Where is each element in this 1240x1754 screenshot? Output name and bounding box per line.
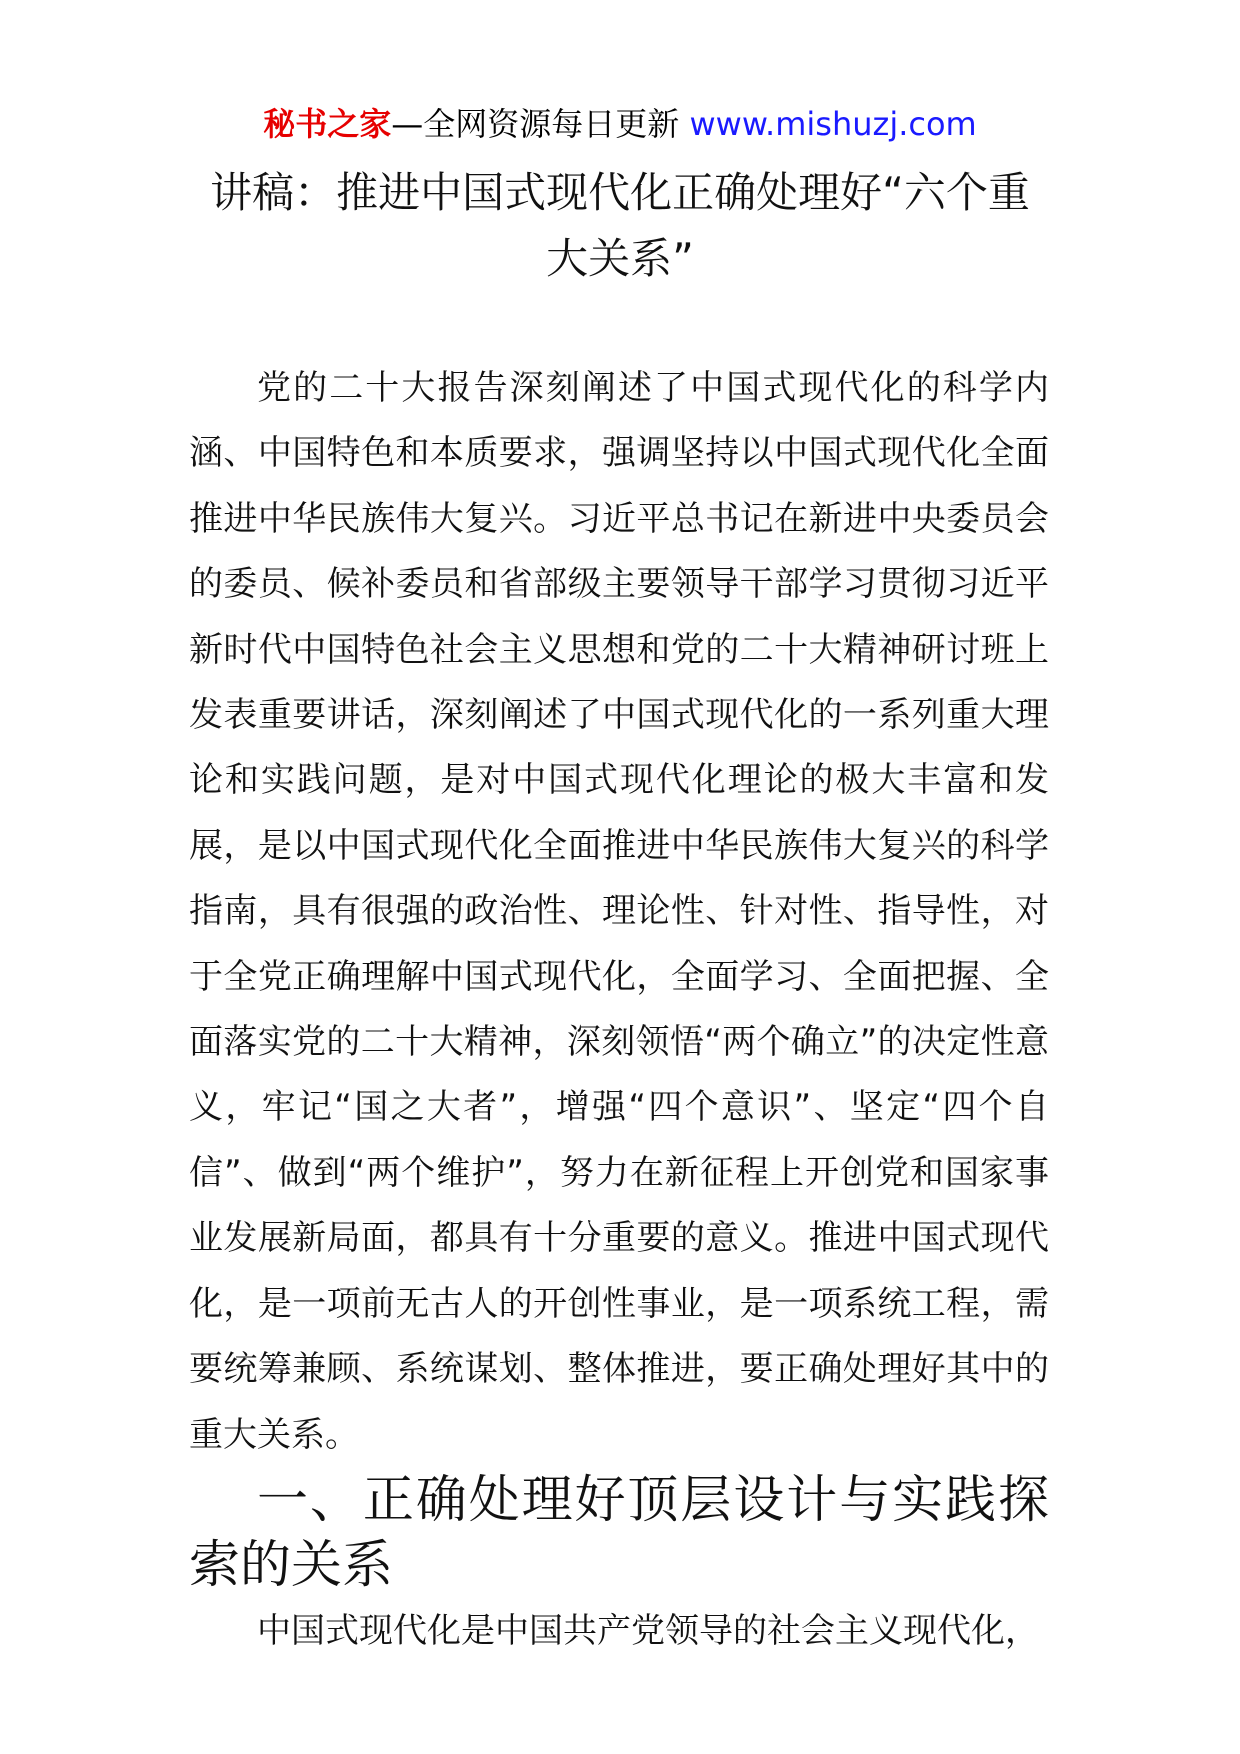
document-title: 讲稿：推进中国式现代化正确处理好“六个重大关系” [210,168,1030,283]
brand-name: 秘书之家 [263,105,392,143]
header-banner [0,100,1240,148]
body-paragraph: 党的二十大报告深刻阐述了中国式现代化的科学内涵、中国特色和本质要求，强调坚持以中国式现代化全面推进中华民族伟大复兴。习近平总书记在新进中央委员会的委员、候补委员和省部级主要领导干部学习贯彻习近平新时代中国特色社会主义思想和党的二十大精神研讨班上发表重要讲话，深刻阐述了中国式现代化的一系列重大理论和实践问题，是对中国式现代化理论的极大丰富和发展，是以中国式现代化全面推进中华民族伟大复兴的科学指南，具有很强的政治性、理论性、针对性、指导性，对于全党正确理解中国式现代化，全面学习、全面把握、全面落实党的二十大精神，深刻领悟“两个确立”的决定性意义，牢记“国之大者”，增强“四个意识”、坚定“四个自信”、做到“两个维护”，努力在新征程上开创党和国家事业发展新局面，都具有十分重要的意义。推进中国式现代化，是一项前无古人的开创性事业，是一项系统工程，需要统筹兼顾、系统谋划、整体推进，要正确处理好其中的重大关系。 [189,368,1049,1455]
site-link[interactable]: www.mishuzj.com [689,105,977,143]
document-body [189,356,1049,1664]
section-paragraph: 中国式现代化是中国共产党领导的社会主义现代化， [257,1610,1039,1651]
section-heading: 一、正确处理好顶层设计与实践探索的关系 [189,1470,1049,1596]
header-tagline: —全网资源每日更新 [391,105,680,143]
